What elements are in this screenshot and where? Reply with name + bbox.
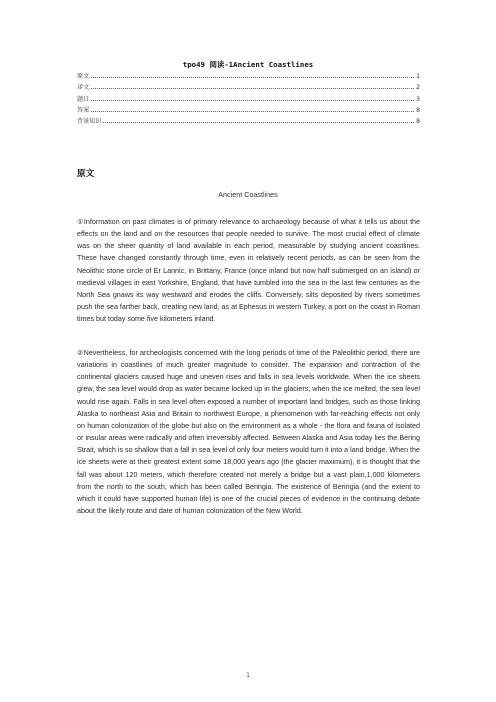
toc-leader-dots — [91, 88, 414, 89]
document-title: tpo49 阅读-1Ancient Coastlines — [182, 60, 314, 69]
toc-entry-page: 2 — [416, 84, 420, 92]
toc-entry-page: 8 — [416, 106, 420, 114]
toc-entry-page: 3 — [416, 95, 420, 103]
table-of-contents — [77, 71, 420, 127]
toc-leader-dots — [91, 100, 414, 101]
toc-entry[interactable] — [77, 71, 420, 82]
paragraph: ①Information on past climates is of primary relevance to archaeology because of what it tells us about the effects on the land and on the resources that people needed to survive. The most crucial effect of climate was on the sheer quantity of land available in each period, measurable by studying ancient coastlines. These have changed constantly through time, even in relatively recent periods, as can be seen from the Neolithic stone circle of Er Lannic, in Brittany, France (once inland but now half submerged on an island) or medieval villages in east Yorkshire, England, that have tumbled into the sea in the last few centuries as the North Sea gnaws its way westward and erodes the cliffs. Conversely, silts deposited by rivers sometimes push the sea farther back, creating new land, as at Ephesus in western Turkey, a port on the coast in Roman times but today some five kilometers inland. — [77, 218, 420, 324]
toc-entry[interactable] — [77, 116, 420, 127]
page-number: 1 — [246, 672, 250, 679]
paragraph: ②Nevertheless, for archeologists concerned with the long periods of time of the Paleolithic period, there are variations in coastlines of much greater magnitude to consider. The expansion and contraction of the continental glaciers caused huge and uneven rises and falls in sea levels worldwide. When the ice sheets grew, the sea level would drop as water became locked up in the glaciers; when the ice melted, the sea level would rise again. Falls in sea level often exposed a number of important land bridges, such as those linking Alaska to northeast Asia and Britain to northwest Europe, a phenomenon with far-reaching effects not only on human colonization of the globe but also on the environment as a whole - the flora and fauna of isolated or insular areas were radically and often irreversibly affected. Between Alaska and Asia today lies the Bering Strait, which is so shallow that a fall in sea level of only four meters would turn it into a land bridge. When the ice sheets were at their greatest extent some 18,000 years ago (the glacier maximum), it is thought that the fall was about 120 meters, which therefore created not merely a bridge but a vast plain,1,000 kilometers from the north to the south, which has been called Beringia. The existence of Beringia (and the extent to which it could have supported human life) is one of the crucial pieces of evidence in the continuing debate about the likely route and date of human colonization of the New World. — [77, 349, 420, 516]
toc-entry-label: 原文 — [77, 73, 90, 80]
article-title: Ancient Coastlines — [218, 190, 278, 199]
toc-entry[interactable] — [77, 94, 420, 105]
toc-entry-label: 题目 — [77, 95, 90, 103]
section-heading: 原文 — [77, 169, 95, 179]
toc-leader-dots — [103, 122, 414, 123]
toc-entry[interactable] — [77, 82, 420, 93]
toc-entry-label: 答案 — [77, 106, 90, 114]
toc-entry-label: 背景知识 — [77, 118, 102, 126]
toc-leader-dots — [91, 77, 414, 78]
toc-entry-label: 译文 — [77, 84, 90, 92]
toc-leader-dots — [91, 111, 414, 112]
toc-entry-page: 1 — [416, 73, 420, 80]
toc-entry[interactable] — [77, 105, 420, 116]
toc-entry-page: 8 — [416, 118, 420, 126]
